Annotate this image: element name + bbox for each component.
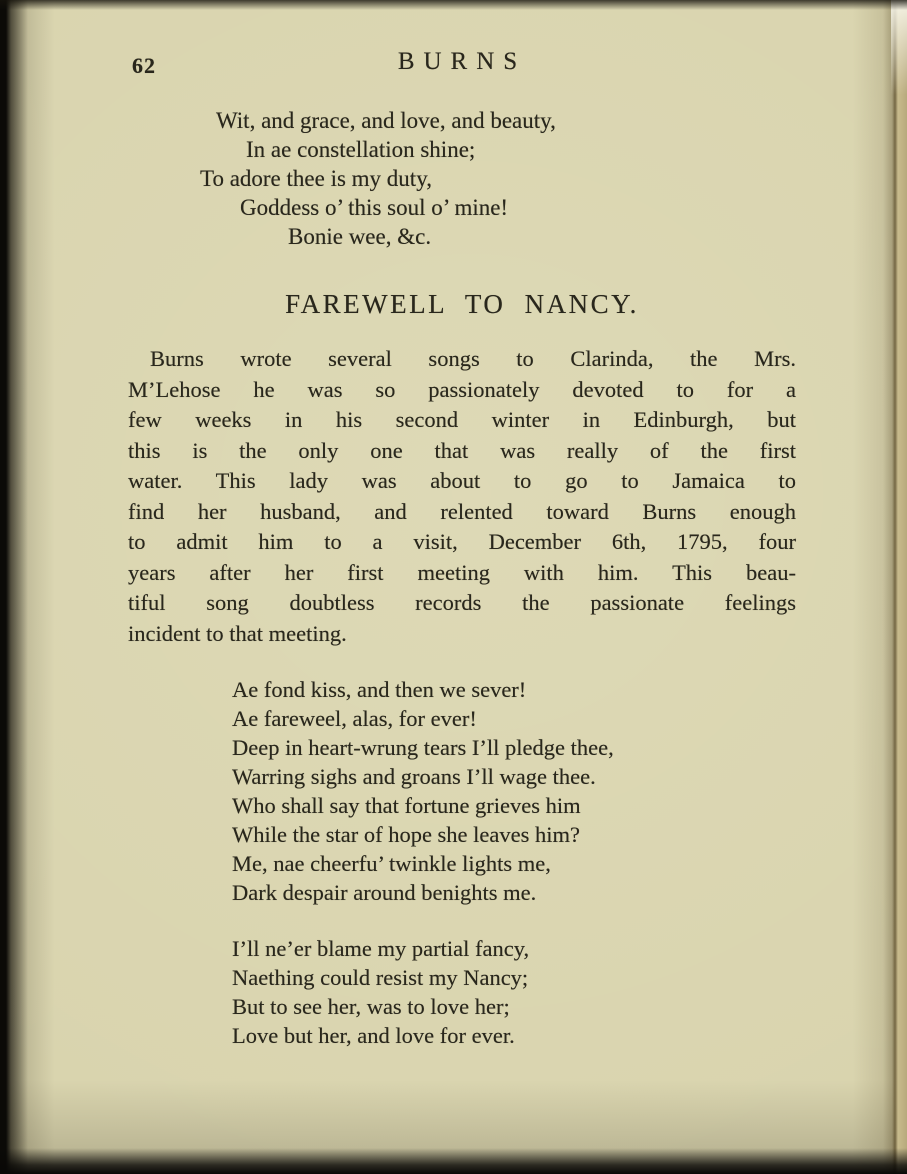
poem-stanza-2 [232,934,796,1050]
poem-line: Warring sighs and groans I’ll wage thee. [232,764,596,789]
poem-line: Ae fond kiss, and then we sever! [232,677,527,702]
poem-line: Me, nae cheerfu’ twinkle lights me, [232,851,551,876]
paragraph-line: years after her first meeting with him. This beau- [128,559,796,585]
stanza-line: Bonie wee, &c. [288,224,432,249]
paragraph-line: find her husband, and relented toward Burns enough [128,498,796,524]
intro-paragraph [128,344,796,649]
stanza-line: Goddess o’ this soul o’ mine! [240,195,509,220]
paragraph-line: this is the only one that was really of the first [128,437,796,463]
stanza-line: Wit, and grace, and love, and beauty, [216,108,556,133]
opening-stanza [200,106,796,251]
poem-line: Love but her, and love for ever. [232,1023,515,1048]
poem-line: But to see her, was to love her; [232,994,510,1019]
paragraph-line: Burns wrote several songs to Clarinda, the Mrs. [150,346,796,371]
poem-line: Ae fareweel, alas, for ever! [232,706,477,731]
poem-line: Deep in heart-wrung tears I’ll pledge thee, [232,735,614,760]
poem-line: While the star of hope she leaves him? [232,822,581,847]
paragraph-line: few weeks in his second winter in Edinburgh, but [128,407,796,432]
page-content [128,46,796,1050]
paragraph-line: water. This lady was about to go to Jamaica to [128,468,796,493]
section-title: FAREWELL TO NANCY. [285,289,639,319]
running-head: BURNS [397,48,527,75]
poem-line: Dark despair around benights me. [232,880,537,905]
poem-line: Who shall say that fortune grieves him [232,793,581,818]
poem-line: I’ll ne’er blame my partial fancy, [232,936,530,961]
poem-line: Naething could resist my Nancy; [232,965,529,990]
page-number: 62 [132,53,156,78]
paragraph-line: tiful song doubtless records the passionate feelings [128,590,796,615]
stanza-line: In ae constellation shine; [246,137,476,162]
paragraph-line: incident to that meeting. [128,620,347,646]
stanza-line: To adore thee is my duty, [200,166,432,191]
poem-stanza-1 [232,675,796,907]
page-header [128,46,796,84]
paragraph-line: to admit him to a visit, December 6th, 1795, four [128,529,796,554]
paragraph-line: M’Lehose he was so passionately devoted to for a [128,376,796,402]
